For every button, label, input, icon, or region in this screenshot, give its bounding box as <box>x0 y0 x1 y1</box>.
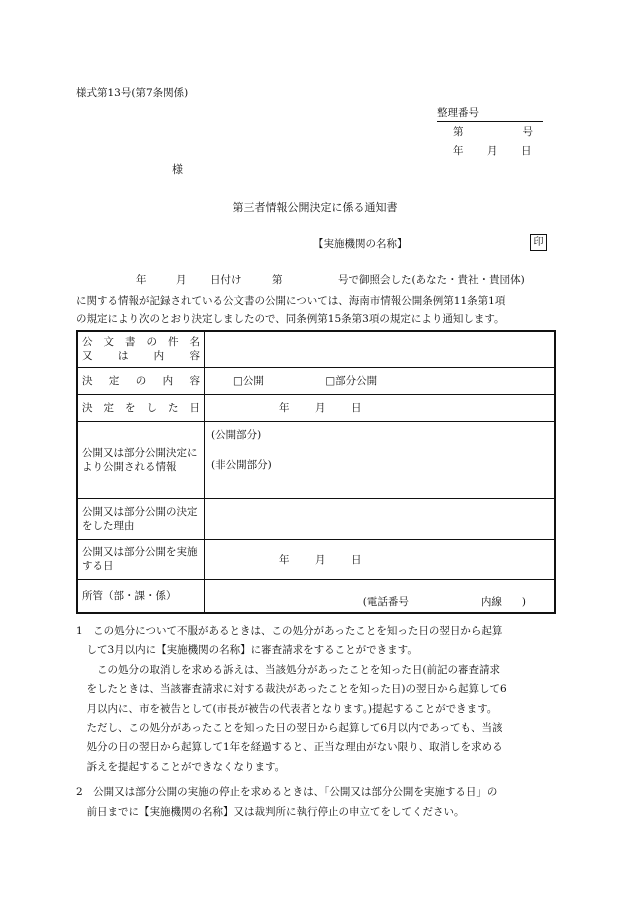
intro-line-2: に関する情報が記録されている公文書の公開については、海南市情報公開条例第11条第1項 <box>76 295 506 307</box>
department-cell <box>205 579 556 613</box>
table-row <box>77 579 555 613</box>
row-label <box>77 331 205 367</box>
note-1-line-5: 月以内に、市を被告として(市長が被告の代表者となります。)提起することができます。 <box>76 702 498 715</box>
decision-content-cell <box>205 367 556 394</box>
date-month: 月 <box>487 145 498 157</box>
date-year: 年 <box>453 145 464 157</box>
implementation-year: 年 <box>279 553 290 566</box>
row-label: 公開又は部分公開決定により公開される情報 <box>77 421 205 498</box>
row-label-line-2: 又 は 内 容 <box>82 350 200 363</box>
form-number: 様式第13号(第7条関係) <box>76 87 189 99</box>
table-row <box>77 367 555 394</box>
checkbox-public[interactable]: □公開 <box>233 375 264 387</box>
phone-label: (電話番号 <box>362 596 409 608</box>
row-label: 公開又は部分公開の決定をした理由 <box>77 498 205 539</box>
checkbox-partial-public[interactable]: □部分公開 <box>325 375 378 387</box>
document-title: 第三者情報公開決定に係る通知書 <box>232 201 398 214</box>
implementation-day: 日 <box>351 553 362 566</box>
decision-date-cell <box>205 394 556 421</box>
row-label-line-1: 公 文 書 の 件 名 <box>82 336 200 349</box>
row-label: 決 定 の 内 容 <box>77 367 205 394</box>
addressee-suffix: 様 <box>172 163 183 176</box>
number-suffix: 号 <box>522 126 533 138</box>
row-label: 所管（部・課・係） <box>77 579 205 613</box>
notes-section <box>76 622 560 822</box>
implementation-month: 月 <box>315 553 326 566</box>
intro-line-3: の規定により次のとおり決定しましたので、同条例第15条第3項の規定により通知します。 <box>76 313 505 325</box>
note-1-line-8: 訴えを提起することができなくなります。 <box>76 760 286 773</box>
agency-name-label: 【実施機関の名称】 <box>313 238 408 250</box>
intro-month: 月 <box>176 274 187 286</box>
row-label: 決 定 を し た 日 <box>77 394 205 421</box>
decision-table <box>76 330 556 614</box>
public-part-label: (公開部分) <box>211 428 262 441</box>
issue-date <box>453 143 532 158</box>
phone-close-paren: ) <box>521 596 526 608</box>
disclosed-info-cell <box>205 421 556 498</box>
note-1-line-6: ただし、この処分があったことを知った日の翌日から起算して6月以内であっても、当該 <box>76 722 503 735</box>
table-row <box>77 421 555 498</box>
intro-year: 年 <box>136 274 147 286</box>
note-1-line-2: して3月以内に【実施機関の名称】に審査請求をすることができます。 <box>76 644 418 657</box>
implementation-date-cell <box>205 539 556 579</box>
document-title-cell[interactable] <box>205 331 556 367</box>
document-number <box>453 124 533 139</box>
intro-line-1-end: 号で御照会した(あなた・貴社・貴団体) <box>338 274 525 286</box>
intro-dated: 日付け <box>210 274 242 286</box>
decision-month: 月 <box>315 402 326 414</box>
nonpublic-part-label: (非公開部分) <box>211 458 272 471</box>
decision-year: 年 <box>279 402 290 414</box>
number-prefix: 第 <box>453 126 464 138</box>
decision-reason-cell[interactable] <box>205 498 556 539</box>
reference-number-label: 整理番号 <box>437 105 543 122</box>
phone-number-line <box>363 594 526 609</box>
extension-label: 内線 <box>480 596 502 608</box>
table-row <box>77 498 555 539</box>
note-1-line-4: をしたときは、当該審査請求に対する裁決があったことを知った日)の翌日から起算して6 <box>76 683 507 696</box>
date-day: 日 <box>521 145 532 157</box>
note-1-line-3: この処分の取消しを求める訴えは、当該処分があったことを知った日(前記の審査請求 <box>76 663 500 676</box>
table-row <box>77 539 555 579</box>
row-label: 公開又は部分公開を実施する日 <box>77 539 205 579</box>
note-1-line-1: 1 この処分について不服があるときは、この処分があったことを知った日の翌日から起算 <box>76 625 503 637</box>
note-2-line-1: 2 公開又は部分公開の実施の停止を求めるときは、「公開又は部分公開を実施する日」の <box>76 786 498 799</box>
seal-stamp-box: 印 <box>530 234 547 251</box>
note-2-line-2: 前日までに【実施機関の名称】又は裁判所に執行停止の申立てをしてください。 <box>76 805 465 818</box>
decision-day: 日 <box>351 402 362 414</box>
note-1-line-7: 処分の日の翌日から起算して1年を経過すると、正当な理由がない限り、取消しを求める <box>76 741 503 754</box>
intro-number-prefix: 第 <box>272 274 283 286</box>
table-row <box>77 331 555 367</box>
table-row <box>77 394 555 421</box>
